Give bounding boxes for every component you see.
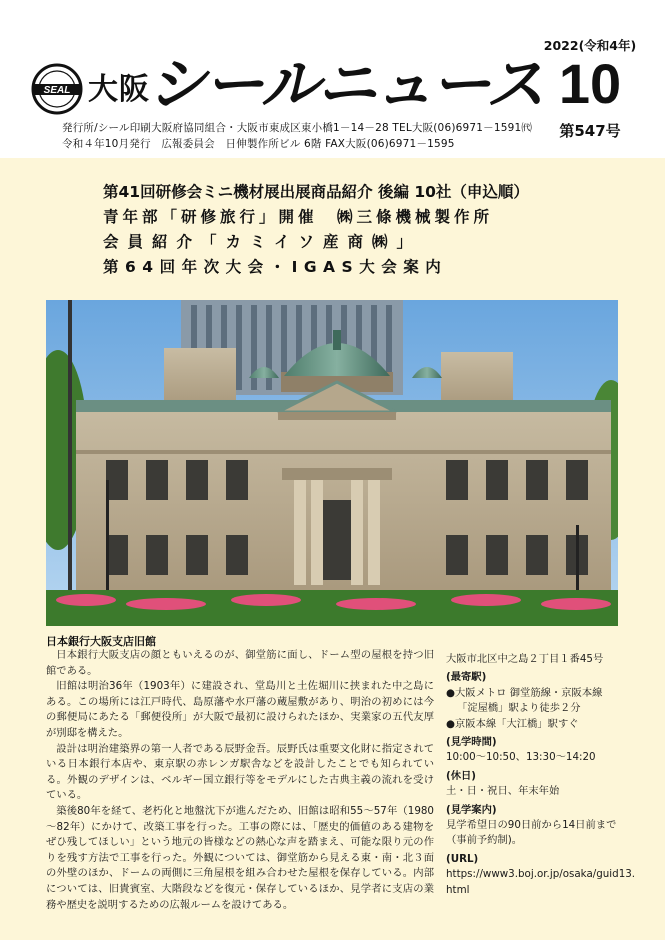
- article-title: 日本銀行大阪支店旧館: [46, 635, 156, 648]
- station-1: ●大阪メトロ 御堂筋線・京阪本線: [446, 686, 603, 699]
- visitor-info: [446, 652, 636, 898]
- station-label: (最寄駅): [446, 671, 487, 684]
- issue-box: [534, 36, 646, 152]
- closed-label: (休日): [446, 769, 477, 782]
- article-paragraph: 設計は明治建築界の第一人者である辰野金吾。辰野氏は重要文化財に指定されている日本銀行本店や、東京駅の赤レンガ駅舎などを設計したことでも知られている。外観のデザインは、ベルギー国立銀行等をモデルにした古典主義の流れを受けている。: [46, 742, 434, 802]
- url-link[interactable]: https://www3.boj.or.jp/osaka/guid13.html: [446, 868, 636, 896]
- headline-1: 第41回研修会ミニ機材展出展商品紹介 後編 10社（申込順）: [103, 183, 529, 201]
- station-2: ●京阪本線「大江橋」駅すぐ: [446, 717, 579, 730]
- headline-3: 会員紹介「カミイソ産商㈱」: [103, 233, 422, 251]
- bank-building-photo: [46, 300, 618, 626]
- masthead-header: [0, 0, 665, 158]
- guide-value: 見学希望日の90日前から14日前まで（事前予約制)。: [446, 819, 617, 847]
- article-paragraph: 旧館は明治36年（1903年）に建設され、堂島川と土佐堀川に挟まれた中之島にある。この場所には江戸時代、島原藩や水戸藩の蔵屋敷があり、明治の初めには今の郵便局にあたる「郵便役所」が大阪で最初に設けられたほか、実業家の五代友厚が別邸を構えた。: [46, 680, 434, 739]
- headline-4: 第64回年次大会・IGAS大会案内: [103, 258, 448, 276]
- publisher-line-2: 令和４年10月発行 広報委員会 日伸製作所ビル 6階 FAX大阪(06)6971－1595: [62, 138, 455, 150]
- address: 大阪市北区中之島２丁目１番45号: [446, 653, 604, 665]
- article-paragraph: 築後80年を経て、老朽化と地盤沈下が進んだため、旧館は昭和55～57年（1980～82年）にかけて、改築工事を行った。工事の際には、「歴史的価値のある建物をぜひ残してほしい」という地元の皆様などの熱心な声を踏まえ、可能な限り元の作りを残す方法で工事を行った。外観については、御堂筋から見える東・南・北３面の外壁のほか、ドームの両側に三角屋根を組み合わせた屋根を保存している。内部については、旧貴賓室、大階段などを復元・保存しているほか、見学者に支店の業務や歴史を説明するための広報ルームを設けてある。: [46, 804, 434, 911]
- article-body: [46, 648, 434, 913]
- seal-logo: [30, 62, 84, 116]
- station-1-detail: 「淀屋橋」駅より徒歩２分: [457, 702, 581, 715]
- svg-text:SEAL: SEAL: [43, 85, 71, 96]
- url-label: (URL): [446, 852, 479, 865]
- city-name: 大阪: [88, 72, 150, 107]
- publisher-line-1: 発行所/シール印刷大阪府協同組合・大阪市東成区東小橋1－14－28 TEL大阪(06)6971－1591㈹: [62, 122, 533, 134]
- masthead-title: シールニュース: [144, 50, 555, 120]
- headline-list: [103, 180, 643, 280]
- guide-label: (見学案内): [446, 803, 497, 816]
- hours-label: (見学時間): [446, 736, 497, 749]
- article-paragraph: 日本銀行大阪支店の顔ともいえるのが、御堂筋に面し、ドーム型の屋根を持つ旧館である。: [46, 649, 434, 677]
- issue-month: 10: [558, 52, 622, 115]
- hours-value: 10:00～10:50、13:30～14:20: [446, 751, 596, 764]
- headline-2: 青年部「研修旅行」開催 ㈱三條機械製作所: [103, 208, 494, 226]
- closed-value: 土・日・祝日、年末年始: [446, 785, 560, 798]
- issue-year: 2022(令和4年): [543, 38, 637, 53]
- issue-number: 第547号: [559, 122, 621, 140]
